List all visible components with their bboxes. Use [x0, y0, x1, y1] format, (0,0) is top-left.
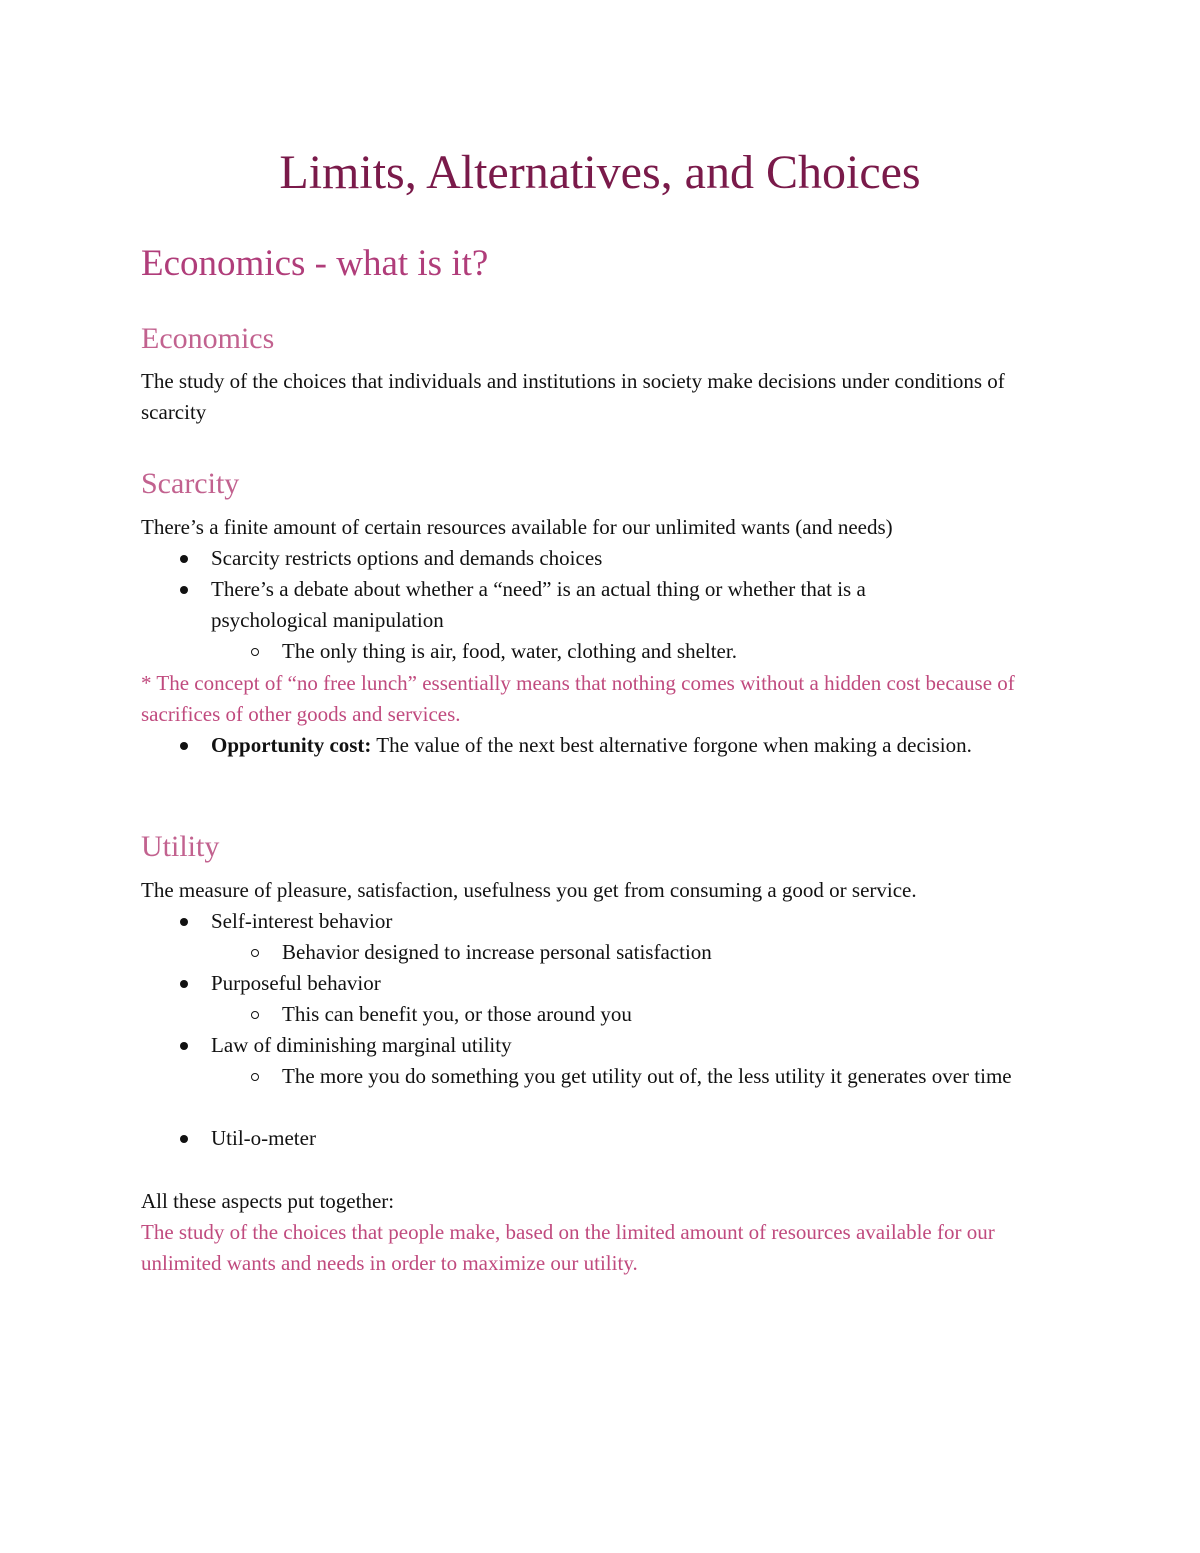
scarcity-bullet-1: Scarcity restricts options and demands choices [211, 546, 603, 570]
bullet-icon [180, 980, 188, 988]
opportunity-cost-bullet [211, 730, 991, 761]
utility-bullet-1: Self-interest behavior [211, 909, 393, 933]
utility-sub-1: Behavior designed to increase personal satisfaction [282, 940, 712, 964]
document-title: Limits, Alternatives, and Choices [279, 146, 921, 199]
bullet-icon [180, 1135, 188, 1143]
bullet-icon [180, 555, 188, 563]
bullet-icon [180, 742, 188, 750]
utility-intro: The measure of pleasure, satisfaction, usefulness you get from consuming a good or service. [141, 878, 917, 902]
section-heading: Economics - what is it? [141, 243, 489, 284]
utility-sub-2: This can benefit you, or those around you [282, 1002, 632, 1026]
bullet-icon [180, 1042, 188, 1050]
utility-bullet-3: Law of diminishing marginal utility [211, 1033, 512, 1057]
scarcity-sub-1: The only thing is air, food, water, clothing and shelter. [282, 639, 737, 663]
opportunity-cost-definition: The value of the next best alternative forgone when making a decision. [371, 733, 972, 757]
sub-bullet-icon [251, 1073, 259, 1081]
sub-bullet-icon [251, 949, 259, 957]
summary-text: The study of the choices that people make, based on the limited amount of resources available for our unlimited wants and needs in order to maximize our utility. [141, 1220, 995, 1275]
utility-bullet-4: Util-o-meter [211, 1126, 316, 1150]
utility-sub-3: The more you do something you get utility out of, the less utility it generates over time [282, 1064, 1012, 1088]
scarcity-heading: Scarcity [141, 467, 240, 500]
sub-bullet-icon [251, 648, 259, 656]
opportunity-cost-term: Opportunity cost: [211, 733, 372, 757]
scarcity-bullet-2: There’s a debate about whether a “need” is an actual thing or whether that is a psychological manipulation [211, 577, 866, 632]
summary-lead: All these aspects put together: [141, 1189, 395, 1213]
bullet-icon [180, 918, 188, 926]
sub-bullet-icon [251, 1011, 259, 1019]
scarcity-intro: There’s a finite amount of certain resources available for our unlimited wants (and needs) [141, 515, 893, 539]
utility-heading: Utility [141, 830, 220, 863]
no-free-lunch-note: * The concept of “no free lunch” essentially means that nothing comes without a hidden cost because of sacrifices of other goods and services. [141, 671, 1015, 726]
economics-heading: Economics [141, 322, 275, 355]
utility-bullet-2: Purposeful behavior [211, 971, 381, 995]
economics-definition: The study of the choices that individuals and institutions in society make decisions under conditions of scarcity [141, 369, 1005, 424]
bullet-icon [180, 586, 188, 594]
